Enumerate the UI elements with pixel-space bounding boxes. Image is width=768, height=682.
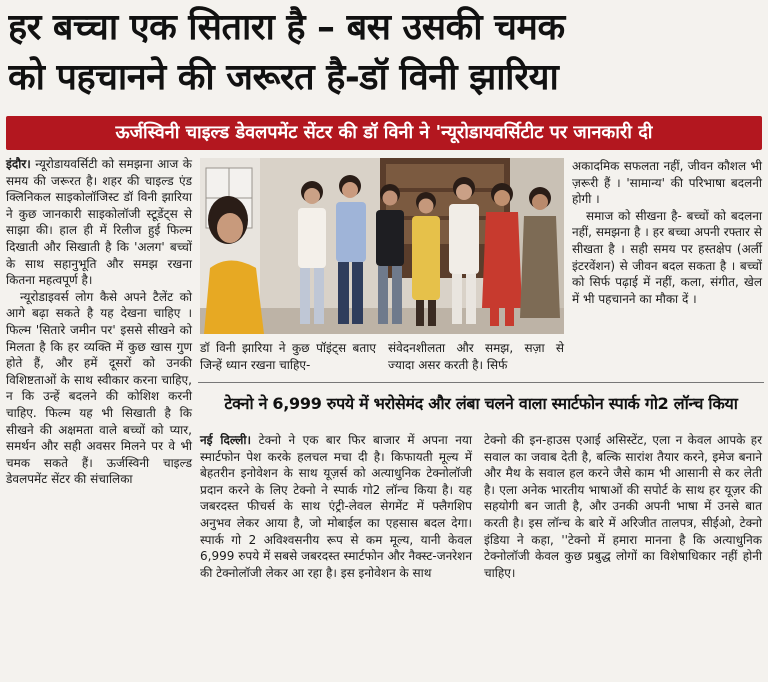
article1-paragraph-2: न्यूरोडाइवर्स लोग कैसे अपने टैलेंट को आगे बढ़ा सकते है यह देखना चाहिए । फिल्म 'सितारे जमीन पर' इससे सीखने को मिलता है कि हर व्यक्ति में कुछ खास गुण होते हैं, और हमें दूसरों को उनकी विशिष्टताओं के साथ स्वीकार करना चाहिए, न कि उन्हें बदलने की कोशिश करनी चाहिए. फिल्म यह भी सिखाती है कि सीखने की अक्षमता वाले बच्चों को प्यार, समर्थन और सही अवसर मिलने पर वे भी चमक सकते हैं। ऊर्जस्विनी चाइल्ड डेवलपमेंट सेंटर की संचालिका [6, 289, 192, 487]
subheadline-banner: ऊर्जस्विनी चाइल्ड डेवलपमेंट सेंटर की डॉ विनी ने 'न्यूरोडायवर्सिटीट पर जानकारी दी [6, 116, 762, 150]
article1-dateline: इंदौर। [6, 157, 31, 171]
article2-column-1 [200, 432, 472, 581]
article2-headline: टेक्नो ने 6,999 रुपये में भरोसेमंद और लंबा चलने वाला स्मार्टफोन स्पार्क गो2 लॉन्च किया [224, 394, 738, 413]
article2-paragraph-2: टेक्नो की इन-हाउस एआई असिस्टेंट, एला न केवल आपके हर सवाल का जवाब देती है, बल्कि सारांश तैयार करने, इमेज बनाने और मैथ के सवाल हल करने जैसे काम भी आसानी से कर लेती है। एला अनेक भारतीय भाषाओं की सपोर्ट के साथ हर यूज़र की सहयोगी बन जाती है, और उनकी अपनी भाषा में उनसे बात करती है। इस लॉन्च के बारे में अरिजीत तालपत्र, सीईओ, टेक्नो इंडिया ने कहा, ''टेक्नो में हमारा मानना है कि अत्याधुनिक टेक्नोलॉजी केवल कुछ प्रबुद्ध लोगों का विशेषाधिकार नहीं होनी चाहिए। [484, 433, 762, 580]
section-divider [198, 382, 764, 383]
main-headline [8, 4, 760, 104]
headline-line-1: हर बच्चा एक सितारा है – बस उसकी चमक [8, 7, 565, 48]
article2-dateline: नई दिल्ली। [200, 433, 252, 447]
article2-paragraph-1: नई दिल्ली। टेक्नो ने एक बार फिर बाजार में अपना नया स्मार्टफोन पेश करके हलचल मचा दी है। किफायती मूल्य में बेहतरीन इनोवेशन के साथ यूज़र्स को अत्याधुनिक टेक्नोलॉजी प्रदान करने के लिए टेक्नो ने स्पार्क गो2 लॉन्च किया है। यह जबरदस्त फीचर्स के साथ एंट्री-लेवल सेगमेंट में फ्लैगशिप अनुभव लेकर आया है, जो मोबाईल का एहसास बदल देगा। स्पार्क गो 2 अविश्वसनीय रूप से कम मूल्य, यानी केवल 6,999 रुपये में सबसे जबरदस्त स्मार्टफोन और नैक्स्ट-जनरेशन की टेक्नोलॉजी लेकर आ रहा है। इस इनोवेशन के साथ [200, 433, 472, 580]
article1-paragraph-1: इंदौर। न्यूरोडायवर्सिटी को समझना आज के समय की जरूरत है। शहर की चाइल्ड एंड क्लिनिकल साइकोलॉजिस्ट डॉ विनी झारिया ने कुछ जानकारी साइकोलॉजी स्टूडेंट्स से साझा की। हाल ही में रिलीज हुई फिल्म दिखाती और सिखाती है कि 'अलग' बच्चों के साथ सहानुभूति और समझ रखना कितना महत्वपूर्ण है। [6, 157, 192, 288]
article2-column-2 [484, 432, 762, 581]
article1-right-column [572, 158, 762, 307]
group-photo-illustration [200, 158, 564, 334]
caption-left: डॉ विनी झारिया ने कुछ पॉइंट्स बताए जिन्हें ध्यान रखना चाहिए- [200, 341, 376, 372]
article1-right-paragraph-2: समाज को सीखना है- बच्चों को बदलना नहीं, समझना है । हर बच्चा अपनी रफ्तार से सीखता है । सही समय पर हस्तक्षेप (अर्ली इंटरवेंशन) से जीवन बदल सकता है । बच्चों को सिर्फ पढ़ाई में नहीं, कला, संगीत, खेल में भी पहचानने का मौका दें । [572, 208, 762, 306]
article1-left-column [6, 156, 192, 488]
caption-right: संवेदनशीलता और समझ, सज़ा से ज्यादा असर करती है। सिर्फ [388, 341, 564, 372]
article1-photo [200, 158, 564, 334]
headline-line-2: को पहचानने की जरूरत है-डॉ विनी झारिया [8, 57, 559, 98]
article1-right-paragraph-1: अकादमिक सफलता नहीं, जीवन कौशल भी ज़रूरी हैं । 'सामान्य' की परिभाषा बदलनी होगी । [572, 159, 762, 207]
page-bottom-edge [0, 664, 768, 682]
photo-caption [200, 340, 564, 374]
